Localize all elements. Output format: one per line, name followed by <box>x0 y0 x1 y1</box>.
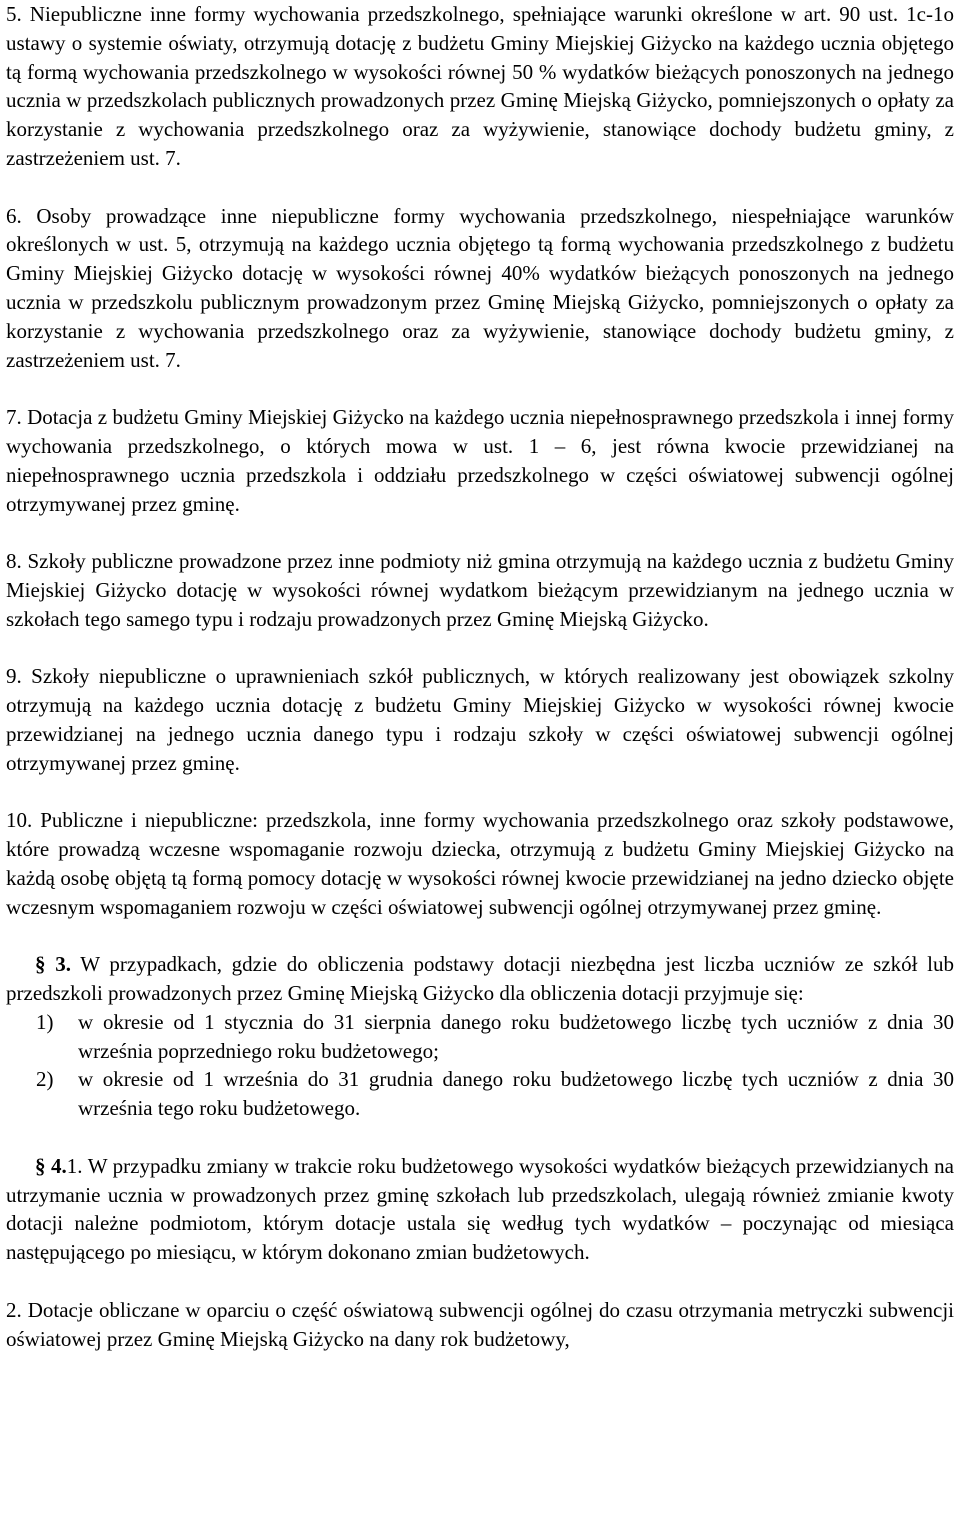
paragraph-8: 8. Szkoły publiczne prowadzone przez inne podmioty niż gmina otrzymują na każdego ucznia z budżetu Gminy Miejskiej Giżycko dotację w wysokości równej wydatkom bieżącym przewidzianym na jednego ucznia w szkołach tego samego typu i rodzaju prowadzonych przez Gminę Miejską Giżycko. <box>6 549 954 631</box>
section-4-p1-number: 1. <box>66 1153 83 1178</box>
paragraph-spacer <box>6 374 954 403</box>
list-item-number: 2) <box>36 1067 54 1092</box>
list-item-text: w okresie od 1 września do 31 grudnia danego roku budżetowego liczbę tych uczniów z dnia 30 września tego roku budżetowego. <box>78 1067 954 1121</box>
paragraph-spacer <box>6 518 954 547</box>
paragraph-spacer <box>6 634 954 663</box>
paragraph-spacer <box>6 778 954 807</box>
list-item <box>6 1065 954 1123</box>
list-item-text: w okresie od 1 stycznia do 31 sierpnia danego roku budżetowego liczbę tych uczniów z dnia 30 września poprzedniego roku budżetowego; <box>78 1009 954 1063</box>
section-3-intro-text: W przypadkach, gdzie do obliczenia podstawy dotacji niezbędna jest liczba uczniów ze szkół lub przedszkoli prowadzonych przez Gminę Miejską Giżycko dla obliczenia dotacji przyjmuje się: <box>6 952 955 1006</box>
section-3-list <box>6 1008 954 1123</box>
list-item-number: 1) <box>36 1009 54 1034</box>
paragraph-7: 7. Dotacja z budżetu Gminy Miejskiej Giżycko na każdego ucznia niepełnosprawnego przedszkola i innej formy wychowania przedszkolnego, o których mowa w ust. 1 – 6, jest równa kwocie przewidzianej na niepełnosprawnego ucznia przedszkola i oddziału przedszkolnego w części oświatowej subwencji ogólnej otrzymywanej przez gminę. <box>6 405 954 516</box>
list-item <box>6 1008 954 1066</box>
section-4-paragraph-2: 2. Dotacje obliczane w oparciu o część oświatową subwencji ogólnej do czasu otrzymania metryczki subwencji oświatowej przez Gminę Miejską Giżycko na dany rok budżetowy, <box>6 1297 954 1351</box>
paragraph-10: 10. Publiczne i niepubliczne: przedszkola, inne formy wychowania przedszkolnego oraz szkoły podstawowe, które prowadzą wczesne wspomaganie rozwoju dziecka, otrzymują z budżetu Gminy Miejskiej Giżycko na każdą osobę objętą tą formą pomocy dotację w wysokości równej kwocie przewidzianej na jedno dziecko objęte wczesnym wspomaganiem rozwoju w części oświatowej subwencji ogólnej otrzymywanej przez gminę. <box>6 808 954 919</box>
paragraph-spacer <box>6 1267 954 1296</box>
paragraph-9: 9. Szkoły niepubliczne o uprawnieniach szkół publicznych, w których realizowany jest obowiązek szkolny otrzymują na każdego ucznia dotację z budżetu Gminy Miejskiej Giżycko w wysokości równej kwocie przewidzianej na jednego ucznia danego typu i rodzaju szkoły w części oświatowej subwencji ogólnej otrzymywanej przez gminę. <box>6 664 954 775</box>
section-4-label: § 4. <box>35 1153 67 1178</box>
paragraph-5: 5. Niepubliczne inne formy wychowania przedszkolnego, spełniające warunki określone w art. 90 ust. 1c-1o ustawy o systemie oświaty, otrzymują dotację z budżetu Gminy Miejskiej Giżycko na każdego ucznia objętego tą formą wychowania przedszkolnego w wysokości równej 50 % wydatków bieżących ponoszonych na jednego ucznia w przedszkolach publicznych prowadzonych przez Gminę Miejską Giżycko, pomniejszonych o opłaty za korzystanie z wychowania przedszkolnego oraz za wyżywienie, stanowiące dochody budżetu gminy, z zastrzeżeniem ust. 7. <box>6 2 954 170</box>
paragraph-6: 6. Osoby prowadzące inne niepubliczne formy wychowania przedszkolnego, niespełniające warunków określonych w ust. 5, otrzymują na każdego ucznia objętego tą formą wychowania przedszkolnego z budżetu Gminy Miejskiej Giżycko dotację w wysokości równej 40% wydatków bieżących ponoszonych na jednego ucznia w przedszkolu publicznym prowadzonym przez Gminę Miejską Giżycko, pomniejszonych o opłaty za korzystanie z wychowania przedszkolnego oraz za wyżywienie, stanowiące dochody budżetu gminy, z zastrzeżeniem ust. 7. <box>6 203 954 372</box>
section-4-p1-text: W przypadku zmiany w trakcie roku budżetowego wysokości wydatków bieżących przewidzianych na utrzymanie ucznia w prowadzonych przez gminę szkołach lub przedszkolach, ulegają również zmianie kwoty dotacji należne podmiotom, którym dotacje ustala się według tych wydatków – poczynając od miesiąca następującego po miesiącu, w którym dokonano zmian budżetowych. <box>6 1153 954 1265</box>
document-page <box>6 0 954 1353</box>
section-3-intro <box>6 950 954 1008</box>
paragraph-spacer <box>6 1123 954 1152</box>
section-4-paragraph-1 <box>6 1152 954 1267</box>
paragraph-spacer <box>6 922 954 951</box>
section-3-label: § 3. <box>35 952 71 977</box>
paragraph-spacer <box>6 173 954 202</box>
